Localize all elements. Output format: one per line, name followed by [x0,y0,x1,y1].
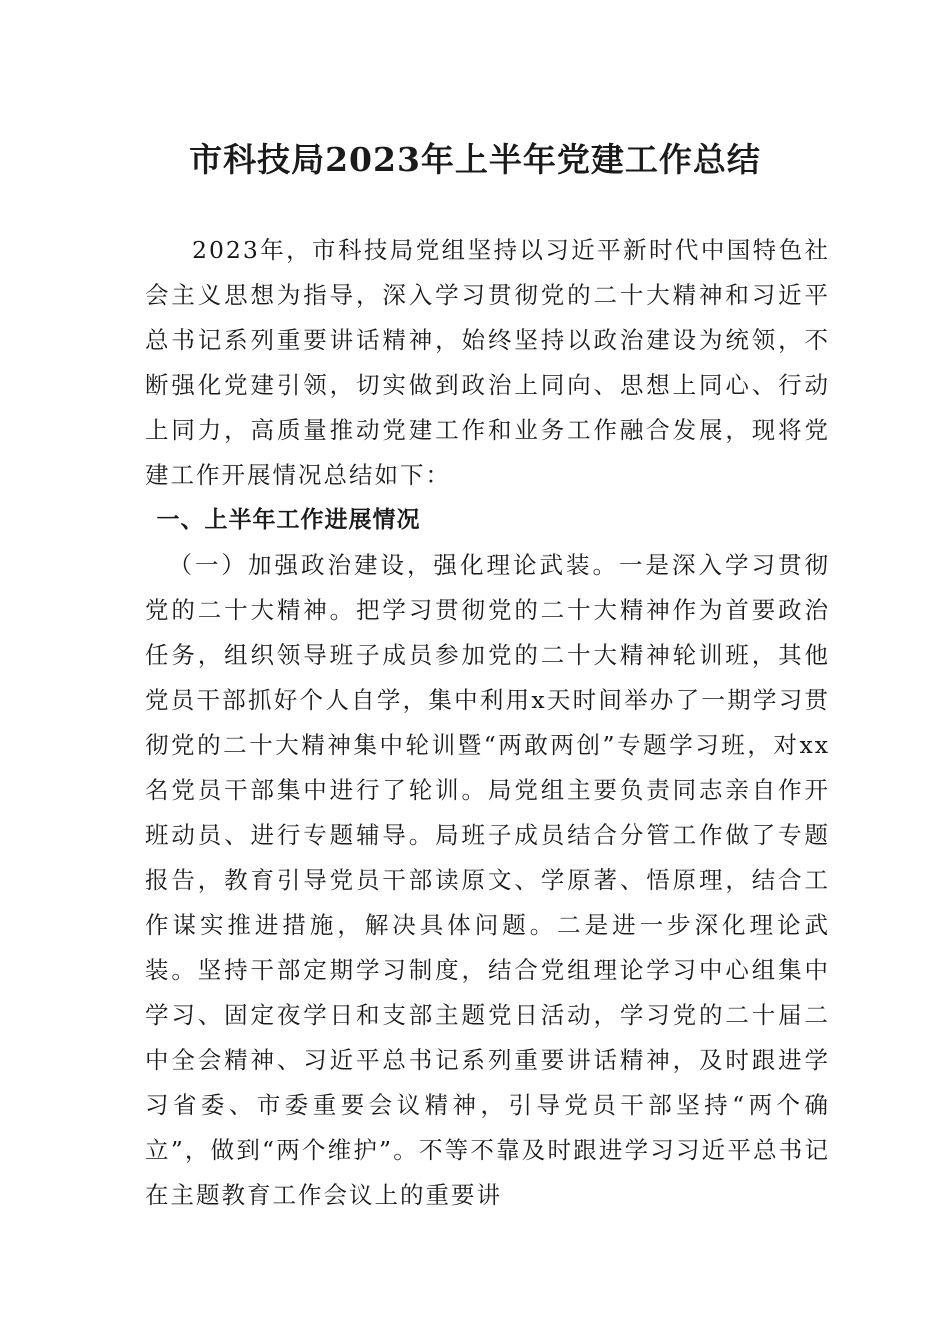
section-paragraph: （一）加强政治建设，强化理论武装。一是深入学习贯彻党的二十大精神。把学习贯彻党的二十大精神作为首要政治任务，组织领导班子成员参加党的二十大精神轮训班，其他党员干部抓好个人自学，集中利用x天时间举办了一期学习贯彻党的二十大精神集中轮训暨“两敢两创”专题学习班，对xx名党员干部集中进行了轮训。局党组主要负责同志亲自作开班动员、进行专题辅导。局班子成员结合分管工作做了专题报告，教育引导党员干部读原文、学原著、悟原理，结合工作谋实推进措施，解决具体问题。二是进一步深化理论武装。坚持干部定期学习制度，结合党组理论学习中心组集中学习、固定夜学日和支部主题党日活动，学习党的二十届二中全会精神、习近平总书记系列重要讲话精神，及时跟进学习省委、市委重要会议精神，引导党员干部坚持“两个确立”，做到“两个维护”。不等不靠及时跟进学习习近平总书记在主题教育工作会议上的重要讲 [145,551,830,1209]
document-title: 市科技局2023年上半年党建工作总结 [189,140,761,179]
section-heading: 一、上半年工作进展情况 [156,507,421,533]
document-body [145,228,830,1218]
intro-paragraph: 2023年，市科技局党组坚持以习近平新时代中国特色社会主义思想为指导，深入学习贯彻党的二十大精神和习近平总书记系列重要讲话精神，始终坚持以政治建设为统领，不断强化党建引领，切实做到政治上同向、思想上同心、行动上同力，高质量推动党建工作和业务工作融合发展，现将党建工作开展情况总结如下： [145,236,830,489]
